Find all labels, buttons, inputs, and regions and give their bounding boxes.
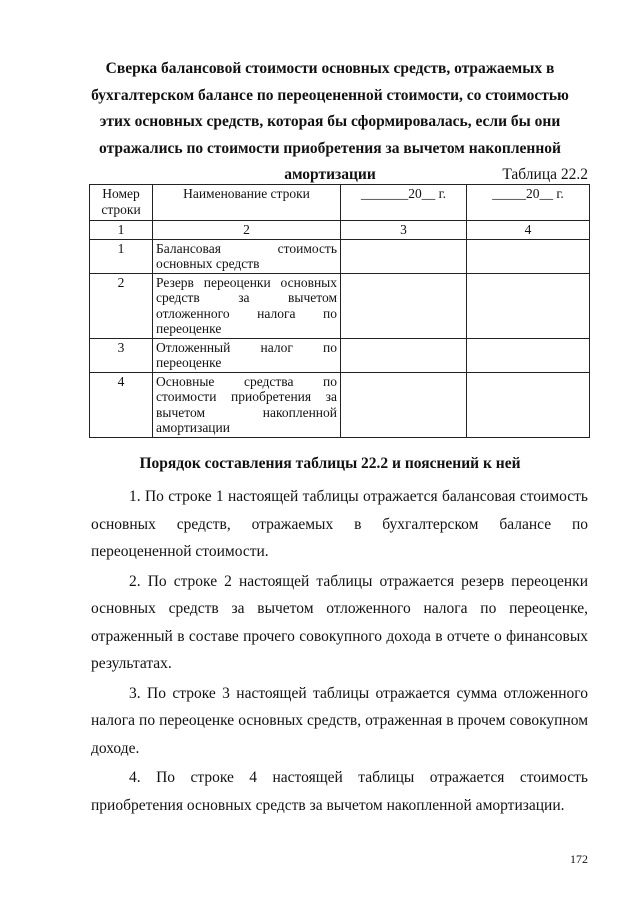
row-number: 1: [90, 239, 153, 273]
paragraph: 2. По строке 2 настоящей таблицы отражается резерв переоценки основных средств за вычетом отложенного налога по переоценке, отраженный в составе прочего совокупного дохода в отчете о финансовых результатах.: [91, 572, 588, 672]
page-number: 172: [570, 852, 588, 866]
paragraph: 3. По строке 3 настоящей таблицы отражается сумма отложенного налога по переоценке основных средств, отраженная в прочем совокупном доходе.: [91, 684, 588, 757]
table-row: [90, 372, 590, 437]
paragraph: 1. По строке 1 настоящей таблицы отражается балансовая стоимость основных средств, отражаемых в бухгалтерском балансе по переоцененной стоимости.: [91, 488, 588, 560]
row-value-year-1: [341, 239, 467, 273]
row-value-year-2: [467, 338, 590, 372]
row-number: 3: [90, 338, 153, 372]
document-title: Сверка балансовой стоимости основных средств, отражаемых в бухгалтерском балансе по переоцененной стоимости, со стоимостью этих основных средств, которая бы сформировалась, если бы они отражались по стоимости приобретения за вычетом накопленной амортизации: [91, 60, 569, 183]
header-row-name: Наименование строки: [153, 185, 341, 221]
header-row-number: Номер строки: [90, 185, 153, 221]
row-name: Отложенный налог по переоценке: [153, 338, 341, 372]
reconciliation-table: [89, 184, 590, 438]
row-name: Основные средства по стоимости приобретения за вычетом накопленной амортизации: [153, 372, 341, 437]
row-value-year-2: [467, 273, 590, 338]
row-number: 2: [90, 273, 153, 338]
row-value-year-2: [467, 372, 590, 437]
table-row: [90, 273, 590, 338]
section-heading: Порядок составления таблицы 22.2 и пояснений к ней: [139, 455, 521, 472]
header-year-2: _____20__ г.: [467, 185, 590, 221]
row-number: 4: [90, 372, 153, 437]
row-name: Резерв переоценки основных средств за вычетом отложенного налога по переоценке: [153, 273, 341, 338]
header-year-1: _______20__ г.: [341, 185, 467, 221]
column-number: 2: [153, 221, 341, 240]
explanation-paragraphs: [91, 483, 588, 819]
row-value-year-1: [341, 338, 467, 372]
column-number: 4: [467, 221, 590, 240]
row-value-year-2: [467, 239, 590, 273]
table-row: [90, 338, 590, 372]
column-number: 1: [90, 221, 153, 240]
paragraph: 4. По строке 4 настоящей таблицы отражается стоимость приобретения основных средств за вычетом накопленной амортизации.: [91, 769, 588, 814]
row-value-year-1: [341, 273, 467, 338]
column-number: 3: [341, 221, 467, 240]
row-name: Балансовая стоимость основных средств: [153, 239, 341, 273]
row-value-year-1: [341, 372, 467, 437]
table-row: [90, 239, 590, 273]
table-caption: Таблица 22.2: [502, 166, 588, 183]
table-header-row: [90, 185, 590, 221]
column-numbers-row: [90, 221, 590, 240]
